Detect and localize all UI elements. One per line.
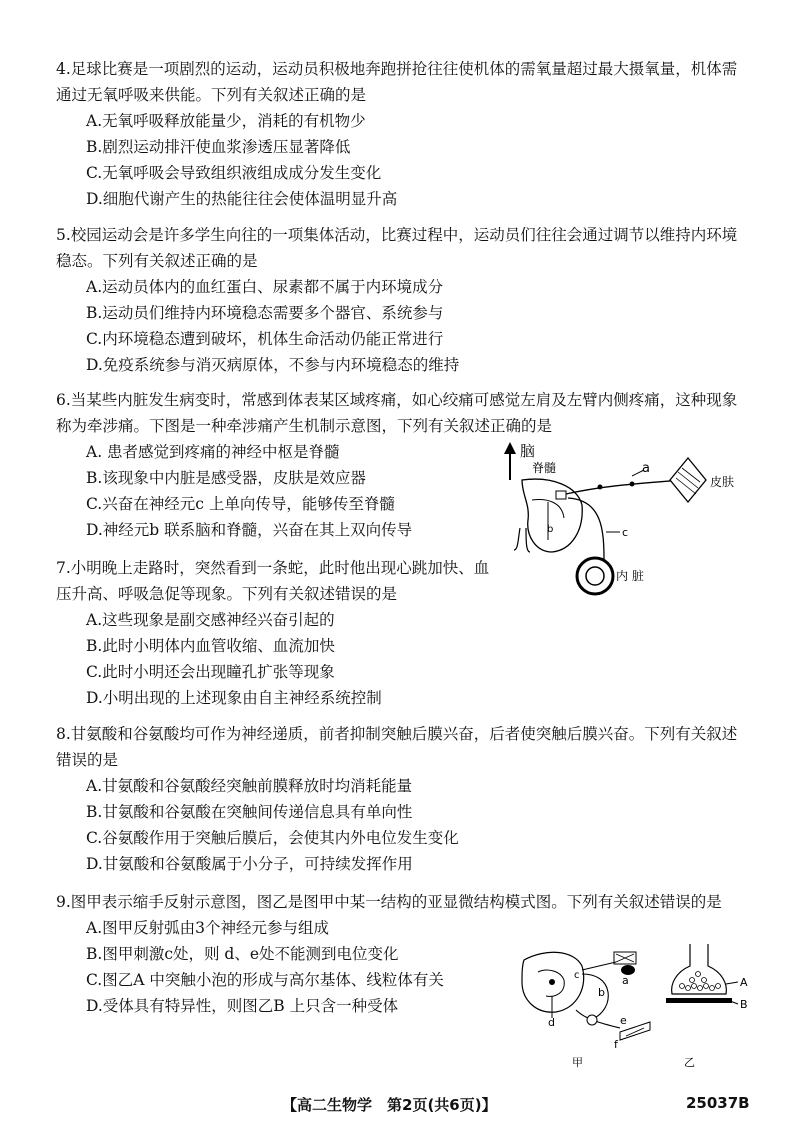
label-b: b	[547, 524, 554, 535]
question-7	[56, 555, 746, 711]
option-c: C.谷氨酸作用于突触后膜后，会使其内外电位发生变化	[86, 829, 459, 847]
label-c: c	[622, 526, 629, 539]
question-stem: 6.当某些内脏发生病变时，常感到体表某区域疼痛，如心绞痛可感觉左肩及左臂内侧疼痛，这种现象称为牵涉痛。下图是一种牵涉痛产生机制示意图，下列有关叙述正确的是	[56, 391, 738, 435]
neuron-a	[566, 480, 682, 494]
label-f: f	[614, 1038, 618, 1051]
question-stem: 5.校园运动会是许多学生向往的一项集体活动，比赛过程中，运动员们往往会通过调节以维持内环境稳态。下列有关叙述正确的是	[56, 226, 738, 270]
option-d: D.小明出现的上述现象由自主神经系统控制	[86, 689, 382, 707]
postsynaptic-membrane	[666, 998, 732, 1003]
label-a: a	[642, 461, 650, 476]
label-d: d	[548, 1016, 555, 1029]
arrow-head-icon	[504, 442, 516, 454]
option-a: A.无氧呼吸释放能量少，消耗的有机物少	[86, 112, 366, 130]
option-a: A.这些现象是副交感神经兴奋引起的	[86, 611, 335, 629]
footer-code: 25037B	[686, 1094, 750, 1112]
option-d: D.免疫系统参与消灭病原体，不参与内环境稳态的维持	[86, 356, 460, 374]
option-c: C.此时小明还会出现瞳孔扩张等现象	[86, 663, 335, 681]
option-b: B.剧烈运动排汗使血浆渗透压显著降低	[86, 138, 351, 156]
label-jia: 甲	[572, 1056, 583, 1069]
option-a: A.甘氨酸和谷氨酸经突触前膜释放时均消耗能量	[86, 777, 413, 795]
option-a: A.运动员体内的血红蛋白、尿素都不属于内环境成分	[86, 278, 444, 296]
question-stem: 7.小明晚上走路时，突然看到一条蛇，此时他出现心跳加快、血压升高、呼吸急促等现象。下列有关叙述错误的是	[56, 559, 490, 603]
label-b: b	[598, 986, 605, 999]
option-b: B.此时小明体内血管收缩、血流加快	[86, 637, 335, 655]
option-d: D.细胞代谢产生的热能往往会使体温明显升高	[86, 190, 398, 208]
label-skin: 皮肤	[710, 475, 735, 489]
option-d: D.甘氨酸和谷氨酸属于小分子，可持续发挥作用	[86, 855, 413, 873]
question-5	[56, 222, 746, 378]
label-brain: 脑	[520, 442, 536, 460]
option-d: D.神经元b 联系脑和脊髓，兴奋在其上双向传导	[86, 521, 413, 539]
option-c: C.图乙A 中突触小泡的形成与高尔基体、线粒体有关	[86, 971, 444, 989]
spinal-cord-shape	[522, 479, 582, 552]
option-c: C.内环境稳态遭到破坏，机体生命活动仍能正常进行	[86, 330, 444, 348]
question-stem: 8.甘氨酸和谷氨酸均可作为神经递质，前者抑制突触后膜兴奋，后者使突触后膜兴奋。下列有关叙述错误的是	[56, 725, 738, 769]
question-8	[56, 721, 746, 877]
label-a: a	[622, 974, 629, 987]
label-yi: 乙	[684, 1056, 695, 1069]
footer-title: 【高二生物学 第2页(共6页)】	[282, 1096, 497, 1114]
synapse-box	[556, 491, 566, 499]
option-c: C.兴奋在神经元c 上单向传导，能够传至脊髓	[86, 495, 395, 513]
question-stem: 4.足球比赛是一项剧烈的运动，运动员积极地奔跑拼抢往往使机体的需氧量超过最大摄氧量，机体需通过无氧呼吸来供能。下列有关叙述正确的是	[56, 60, 738, 104]
label-B: B	[740, 998, 748, 1011]
question-stem: 9.图甲表示缩手反射示意图，图乙是图甲中某一结构的亚显微结构模式图。下列有关叙述错误的是	[56, 893, 722, 911]
option-b: B.运动员们维持内环境稳态需要多个器官、系统参与	[86, 304, 444, 322]
label-spinal: 脊髓	[532, 461, 557, 475]
option-c: C.无氧呼吸会导致组织液组成成分发生变化	[86, 164, 382, 182]
label-A: A	[740, 976, 748, 989]
option-b: B.该现象中内脏是感受器，皮肤是效应器	[86, 469, 366, 487]
option-d: D.受体具有特异性，则图乙B 上只含一种受体	[86, 997, 399, 1015]
option-b: B.甘氨酸和谷氨酸在突触间传递信息具有单向性	[86, 803, 413, 821]
option-b: B.图甲刺激c处，则 d、e处不能测到电位变化	[86, 945, 399, 963]
reflex-arc-figure	[516, 940, 756, 1075]
option-a: A. 患者感觉到疼痛的神经中枢是脊髓	[86, 443, 340, 461]
label-c: c	[574, 970, 580, 981]
question-4	[56, 56, 746, 212]
label-viscera: 内 脏	[616, 569, 644, 583]
option-a: A.图甲反射弧由3个神经元参与组成	[86, 919, 329, 937]
label-e: e	[620, 1014, 627, 1027]
